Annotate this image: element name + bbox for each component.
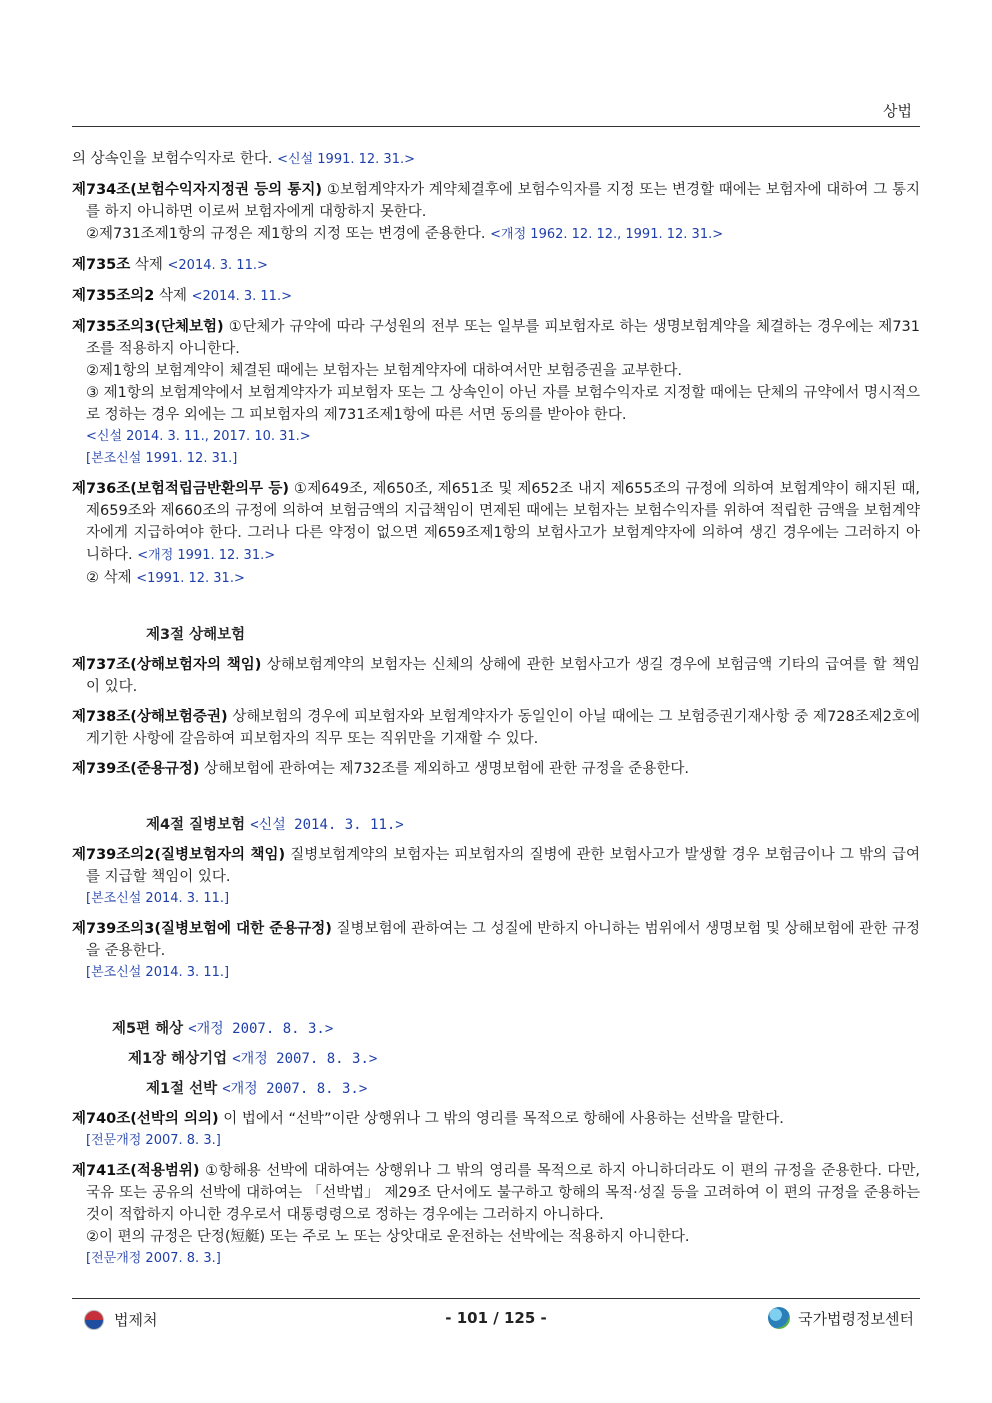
article-740 xyxy=(72,1108,920,1152)
article-734 xyxy=(72,179,920,246)
article-text: 삭제 xyxy=(130,257,168,273)
article-738 xyxy=(72,706,920,750)
page-number: - 101 / 125 - xyxy=(445,1309,547,1327)
amendment-note: <신설 2014. 3. 11., 2017. 10. 31.> xyxy=(86,429,311,444)
article-735 xyxy=(72,254,920,277)
law-center-logo-icon xyxy=(768,1307,790,1329)
section-heading xyxy=(72,624,920,646)
amendment-note: <신설 1991. 12. 31.> xyxy=(277,152,416,167)
section-title: 제3절 상해보험 xyxy=(146,627,246,643)
section-title: 제4절 질병보험 xyxy=(146,817,246,833)
article-heading: 제737조(상해보험자의 책임) xyxy=(72,657,262,673)
article-text: 이 법에서 “선박”이란 상행위나 그 밖의 영리를 목적으로 항해에 사용하는 선박을 말한다. xyxy=(218,1111,784,1127)
article-heading: 제739조의3(질병보험에 대한 준용규정) xyxy=(72,921,332,937)
amendment-note: <2014. 3. 11.> xyxy=(167,258,268,273)
article-heading: 제736조(보험적립금반환의무 등) xyxy=(72,481,289,497)
article-739-3 xyxy=(72,918,920,984)
article-paragraph: ②이 편의 규정은 단정(短艇) 또는 주로 노 또는 상앗대로 운전하는 선박에는 적용하지 아니한다. xyxy=(86,1229,690,1245)
article-heading: 제735조의2 xyxy=(72,288,155,304)
enactment-note: [본조신설 1991. 12. 31.] xyxy=(86,451,238,466)
enactment-note: [본조신설 2014. 3. 11.] xyxy=(86,965,230,980)
article-735-2 xyxy=(72,285,920,308)
article-continuation xyxy=(72,148,920,171)
amendment-note: <2014. 3. 11.> xyxy=(191,289,292,304)
article-paragraph: ②제1항의 보험계약이 체결된 때에는 보험자는 보험계약자에 대하여서만 보험증권을 교부한다. xyxy=(86,363,682,379)
page-header xyxy=(72,96,920,127)
article-741 xyxy=(72,1160,920,1270)
chapter-title: 제1장 해상기업 xyxy=(128,1051,228,1067)
chapter-heading xyxy=(72,1048,920,1070)
amendment-note: <개정 2007. 8. 3.> xyxy=(232,1051,378,1067)
article-text: 의 상속인을 보험수익자로 한다. xyxy=(72,151,278,167)
part-heading xyxy=(72,1018,920,1040)
article-paragraph: ③ 제1항의 보험계약에서 보험계약자가 피보험자 또는 그 상속인이 아닌 자를 보험수익자로 지정할 때에는 단체의 규약에서 명시적으로 정하는 경우 외에는 그 피보험자의 제731조제1항에 따른 서면 동의를 받아야 한다. xyxy=(86,385,920,423)
enactment-note: [본조신설 2014. 3. 11.] xyxy=(86,891,230,906)
article-paragraph: ② 삭제 xyxy=(86,570,137,586)
part-title: 제5편 해상 xyxy=(112,1021,184,1037)
article-736 xyxy=(72,478,920,590)
section-heading xyxy=(72,814,920,836)
article-heading: 제735조 xyxy=(72,257,131,273)
center-name: 국가법령정보센터 xyxy=(798,1309,914,1328)
amendment-note: <개정 2007. 8. 3.> xyxy=(222,1081,368,1097)
enactment-note: [전문개정 2007. 8. 3.] xyxy=(86,1251,221,1266)
article-text: 상해보험의 경우에 피보험자와 보험계약자가 동일인이 아닐 때에는 그 보험증권기재사항 중 제728조제2호에 게기한 사항에 갈음하여 피보험자의 직무 또는 직위만을 기재할 수 있다. xyxy=(86,709,920,747)
amendment-note: <신설 2014. 3. 11.> xyxy=(250,817,404,833)
footer-center-logo xyxy=(768,1307,914,1329)
section-title: 제1절 선박 xyxy=(146,1081,218,1097)
document-title: 상법 xyxy=(883,102,912,120)
page-footer xyxy=(72,1298,920,1339)
article-text: ①항해용 선박에 대하여는 상행위나 그 밖의 영리를 목적으로 하지 아니하더라도 이 편의 규정을 준용한다. 다만, 국유 또는 공유의 선박에 대하여는 「선박법」 제29조 단서에도 불구하고 항해의 목적·성질 등을 고려하여 이 편의 규정을 준용하는 것이 적합하지 아니한 경우로서 대통령령으로 정하는 경우에는 그러하지 아니하다. xyxy=(86,1163,920,1223)
article-text: 삭제 xyxy=(154,288,192,304)
amendment-note: <개정 1962. 12. 12., 1991. 12. 31.> xyxy=(490,227,724,242)
article-735-3 xyxy=(72,316,920,470)
enactment-note: [전문개정 2007. 8. 3.] xyxy=(86,1133,221,1148)
article-heading: 제740조(선박의 의의) xyxy=(72,1111,219,1127)
article-heading: 제734조(보험수익자지정권 등의 통지) xyxy=(72,182,323,198)
article-text: 질병보험에 관하여는 그 성질에 반하지 아니하는 범위에서 생명보험 및 상해보험에 관한 규정을 준용한다. xyxy=(86,921,920,959)
article-heading: 제738조(상해보험증권) xyxy=(72,709,228,725)
article-text: 상해보험계약의 보험자는 신체의 상해에 관한 보험사고가 생길 경우에 보험금액 기타의 급여를 할 책임이 있다. xyxy=(86,657,920,695)
article-text: ①단체가 규약에 따라 구성원의 전부 또는 일부를 피보험자로 하는 생명보험계약을 체결하는 경우에는 제731조를 적용하지 아니한다. xyxy=(86,319,920,357)
section-heading xyxy=(72,1078,920,1100)
article-paragraph: ②제731조제1항의 규정은 제1항의 지정 또는 변경에 준용한다. xyxy=(86,226,491,242)
article-heading: 제735조의3(단체보험) xyxy=(72,319,224,335)
article-text: ①보험계약자가 계약체결후에 보험수익자를 지정 또는 변경할 때에는 보험자에 대하여 그 통지를 하지 아니하면 이로써 보험자에게 대항하지 못한다. xyxy=(86,182,920,220)
amendment-note: <개정 2007. 8. 3.> xyxy=(188,1021,334,1037)
article-heading: 제739조의2(질병보험자의 책임) xyxy=(72,847,286,863)
article-heading: 제739조(준용규정) xyxy=(72,761,200,777)
law-content xyxy=(72,148,920,1278)
article-737 xyxy=(72,654,920,698)
amendment-note: <1991. 12. 31.> xyxy=(136,571,245,586)
article-text: 상해보험에 관하여는 제732조를 제외하고 생명보험에 관한 규정을 준용한다. xyxy=(199,761,689,777)
article-text: ①제649조, 제650조, 제651조 및 제652조 내지 제655조의 규정에 의하여 보험계약이 해지된 때, 제659조와 제660조의 규정에 의하여 보험금액의 지급책임이 면제된 때에는 보험자는 보험수익자를 위하여 적립한 금액을 보험계약자에게 지급하여야 한다. 그러나 다른 약정이 없으면 제659조제1항의 보험사고가 보험계약자에 의하여 생긴 경우에는 그러하지 아니하다. xyxy=(86,481,920,563)
article-text: 질병보험계약의 보험자는 피보험자의 질병에 관한 보험사고가 발생할 경우 보험금이나 그 밖의 급여를 지급할 책임이 있다. xyxy=(86,847,920,885)
amendment-note: <개정 1991. 12. 31.> xyxy=(137,548,276,563)
agency-name: 법제처 xyxy=(114,1311,158,1329)
article-739-2 xyxy=(72,844,920,910)
article-heading: 제741조(적용범위) xyxy=(72,1163,200,1179)
article-739 xyxy=(72,758,920,780)
